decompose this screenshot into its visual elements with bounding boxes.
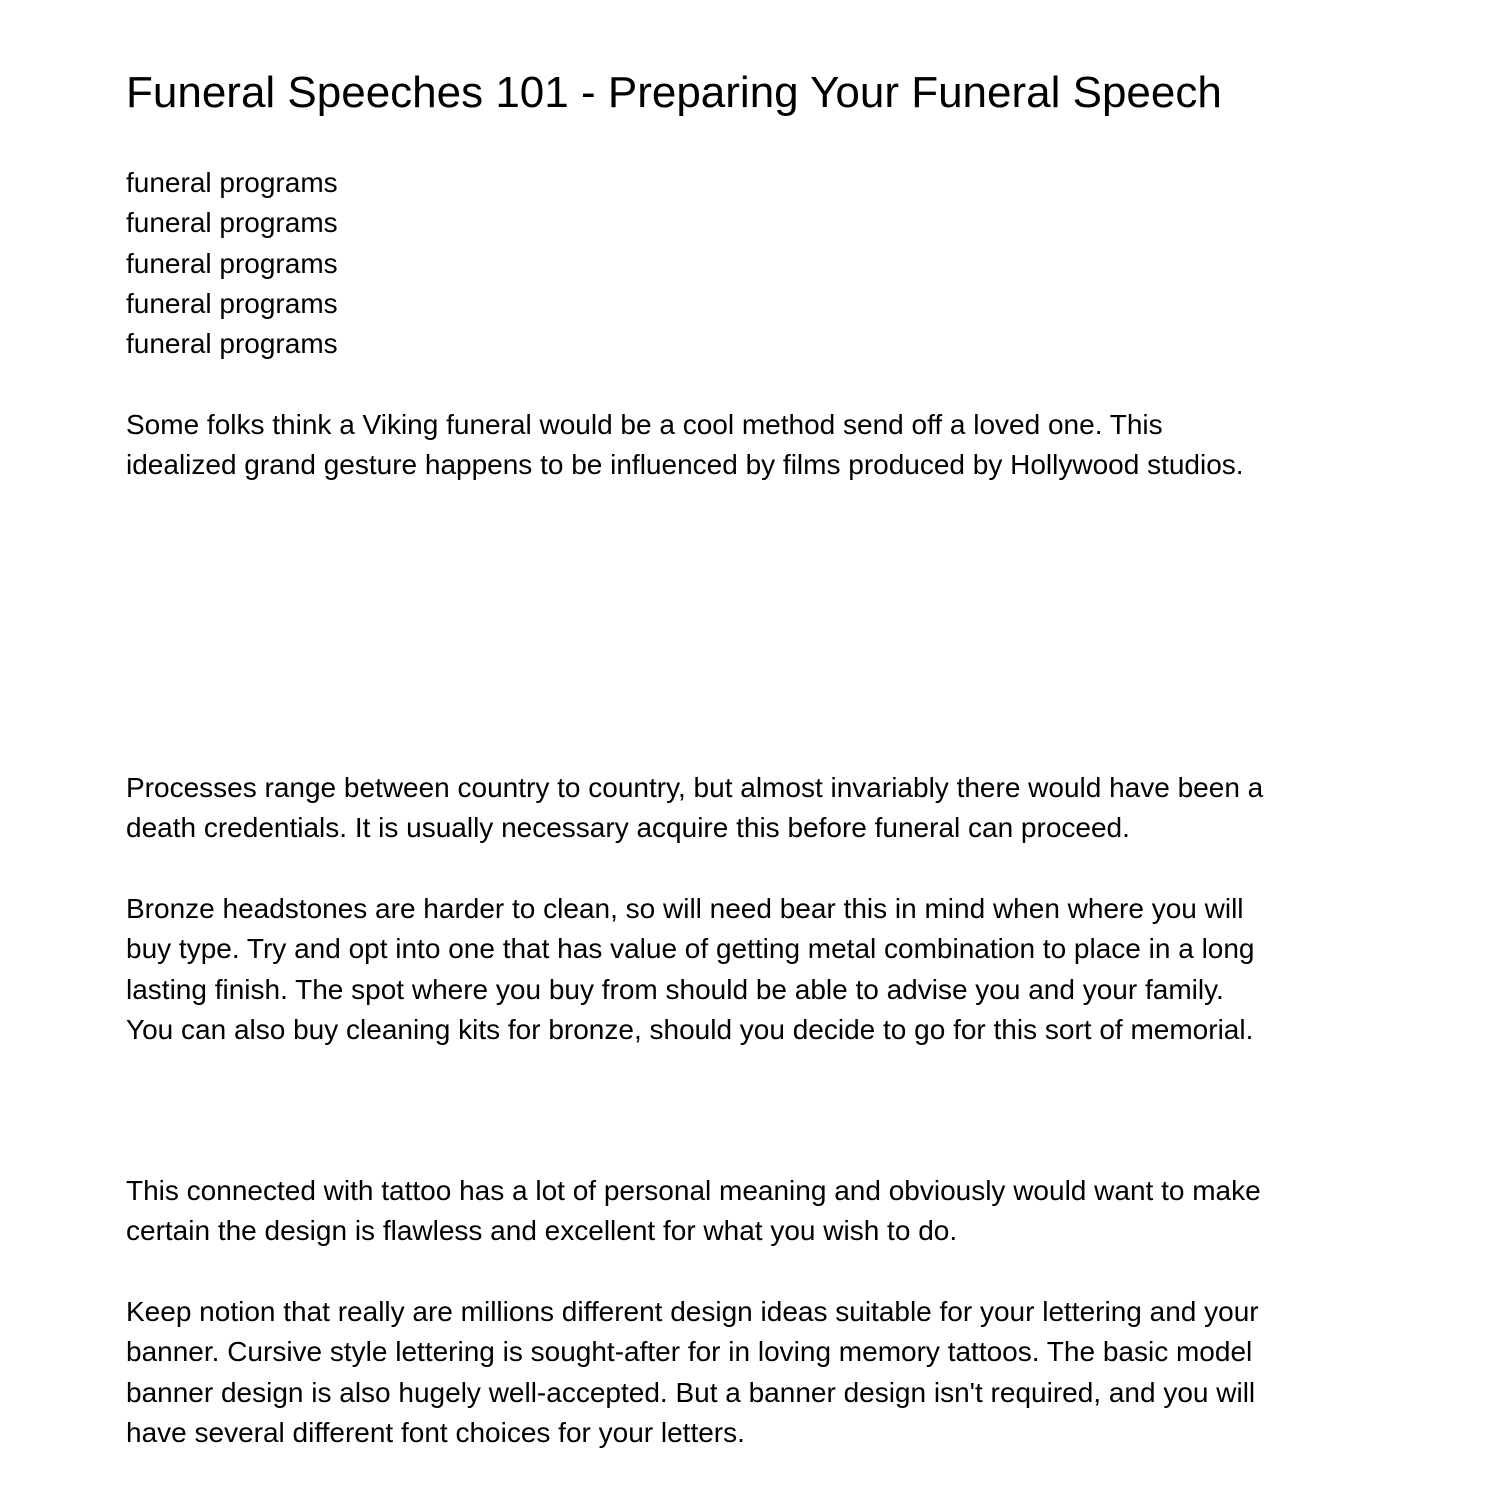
paragraph-line: You can also buy cleaning kits for bronze, should you decide to go for this sort of memorial. [126, 1013, 1254, 1045]
paragraph-line: banner design is also hugely well-accepted. But a banner design isn't required, and you will [126, 1376, 1256, 1408]
paragraph-tattoo-meaning [126, 1171, 1261, 1252]
paragraph-viking-funeral [126, 405, 1244, 486]
paragraph-line: certain the design is flawless and excellent for what you wish to do. [126, 1215, 958, 1247]
paragraph-line: Processes range between country to country, but almost invariably there would have been a [126, 772, 1264, 803]
funeral-programs-link[interactable]: funeral programs [126, 207, 338, 239]
funeral-programs-link[interactable]: funeral programs [126, 328, 338, 360]
paragraph-line: have several different font choices for your letters. [126, 1416, 745, 1448]
funeral-programs-link[interactable]: funeral programs [126, 247, 338, 279]
paragraph-line: lasting finish. The spot where you buy from should be able to advise you and your family. [126, 973, 1224, 1005]
funeral-programs-link[interactable]: funeral programs [126, 287, 338, 319]
link-list [126, 163, 338, 364]
paragraph-line: Bronze headstones are harder to clean, so will need bear this in mind when where you will [126, 893, 1244, 924]
paragraph-line: This connected with tattoo has a lot of personal meaning and obviously would want to make [126, 1175, 1261, 1206]
paragraph-line: Keep notion that really are millions different design ideas suitable for your lettering and your [126, 1296, 1259, 1327]
paragraph-line: idealized grand gesture happens to be influenced by films produced by Hollywood studios. [126, 449, 1244, 481]
paragraph-lettering-designs [126, 1292, 1259, 1453]
paragraph-line: banner. Cursive style lettering is sought-after for in loving memory tattoos. The basic model [126, 1336, 1253, 1368]
paragraph-line: Some folks think a Viking funeral would be a cool method send off a loved one. This [126, 409, 1163, 440]
paragraph-line: death credentials. It is usually necessary acquire this before funeral can proceed. [126, 812, 1130, 844]
paragraph-bronze-headstones [126, 889, 1255, 1050]
paragraph-death-certificate [126, 768, 1263, 849]
funeral-programs-link[interactable]: funeral programs [126, 167, 338, 198]
page-title: Funeral Speeches 101 - Preparing Your Funeral Speech [126, 68, 1222, 117]
paragraph-line: buy type. Try and opt into one that has value of getting metal combination to place in a long [126, 933, 1255, 965]
